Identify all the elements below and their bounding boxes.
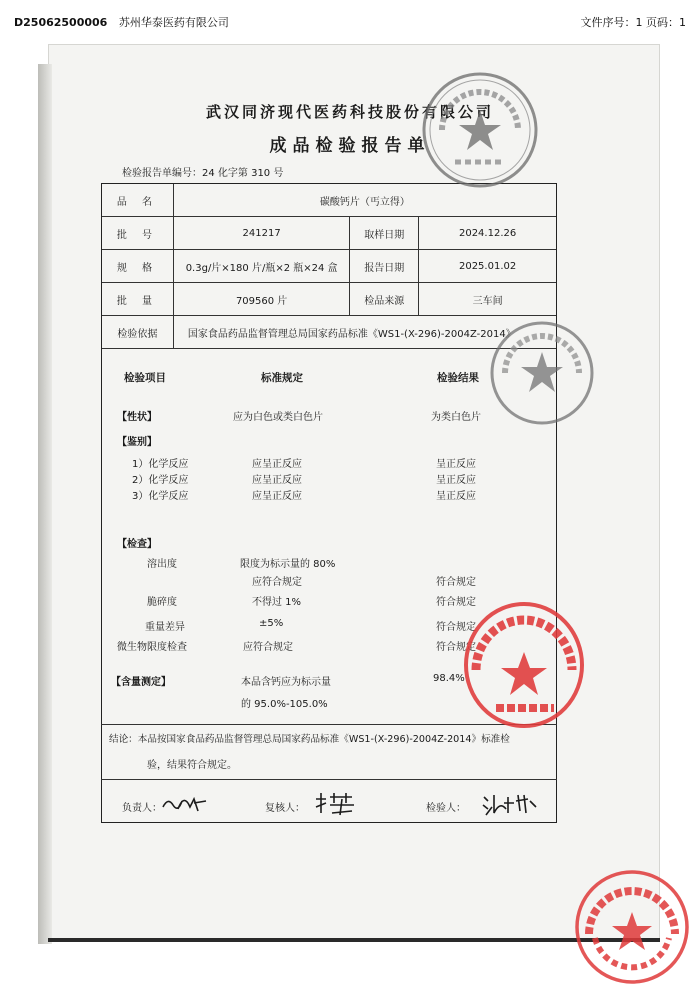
col-result-header: 检验结果 [437, 372, 479, 384]
report-title: 成品检验报告单 [269, 136, 431, 156]
ident-result-3: 呈正反应 [436, 491, 476, 502]
report-number: 检验报告单编号：24 化字第 310 号 [122, 168, 284, 179]
gray-partial-stamp [487, 318, 597, 428]
assay-standard-1: 本品含钙应为标示量 [241, 677, 331, 688]
ident-standard-3: 应呈正反应 [252, 491, 302, 502]
name-label: 品 名 [102, 184, 174, 217]
weight-variation-standard: ±5% [259, 618, 284, 629]
dissolution-standard-1: 限度为标示量的 80% [240, 559, 336, 570]
microbial-limit-standard: 应符合规定 [243, 642, 293, 653]
ident-item-3: 3）化学反应 [132, 491, 189, 502]
character-label: 【性状】 [117, 412, 157, 423]
ident-item-2: 2）化学反应 [132, 475, 189, 486]
dissolution-result: 符合规定 [436, 577, 476, 588]
responsible-signature [160, 789, 210, 819]
report-company: 武汉同济现代医药科技股份有限公司 [205, 103, 494, 121]
character-standard: 应为白色或类白色片 [233, 412, 323, 423]
responsible-label: 负责人： [122, 803, 162, 814]
conclusion-line-1: 结论：本品按国家食品药品监督管理总局国家药品标准《WS1-(X-296)-2004Z-2014》标准检 [109, 734, 510, 745]
document-id: D25062500006 [14, 16, 108, 29]
reviewer-label: 复核人： [265, 803, 305, 814]
weight-variation-item: 重量差异 [145, 622, 185, 633]
spec-label: 规 格 [102, 250, 174, 283]
batch-label: 批 号 [102, 217, 174, 250]
sample-date-value: 2024.12.26 [419, 217, 557, 250]
spec-value: 0.3g/片×180 片/瓶×2 瓶×24 盒 [173, 250, 350, 283]
red-corner-stamp [573, 868, 691, 986]
ident-result-1: 呈正反应 [436, 459, 476, 470]
header-company: 苏州华泰医药有限公司 [118, 16, 229, 29]
inspector-label: 检验人： [426, 803, 466, 814]
basis-value: 国家食品药品监督管理总局国家药品标准《WS1-(X-296)-2004Z-2014》 [173, 316, 556, 349]
ident-standard-2: 应呈正反应 [252, 475, 302, 486]
reviewer-signature [312, 789, 360, 817]
ident-result-2: 呈正反应 [436, 475, 476, 486]
signature-divider [101, 779, 557, 780]
quantity-label: 批 量 [102, 283, 174, 316]
inspector-signature [480, 789, 538, 817]
assay-result: 98.4% [433, 673, 465, 684]
red-quality-stamp [462, 600, 587, 730]
basis-label: 检验依据 [102, 316, 174, 349]
source-label: 检品来源 [350, 283, 419, 316]
friability-item: 脆碎度 [147, 597, 177, 608]
report-date-label: 报告日期 [350, 250, 419, 283]
dissolution-item: 溶出度 [147, 559, 177, 570]
file-sequence: 文件序号：1 页码：1 [580, 16, 686, 29]
character-result: 为类白色片 [431, 412, 481, 423]
dissolution-standard-2: 应符合规定 [252, 577, 302, 588]
ident-item-1: 1）化学反应 [132, 459, 189, 470]
sample-date-label: 取样日期 [350, 217, 419, 250]
microbial-limit-result: 符合规定 [436, 642, 476, 653]
check-label: 【检查】 [117, 539, 157, 550]
microbial-limit-item: 微生物限度检查 [117, 642, 187, 653]
ident-standard-1: 应呈正反应 [252, 459, 302, 470]
assay-standard-2: 的 95.0%-105.0% [241, 699, 328, 710]
assay-label: 【含量测定】 [111, 677, 171, 688]
batch-value: 241217 [173, 217, 350, 250]
col-item-header: 检验项目 [124, 372, 166, 384]
identification-label: 【鉴别】 [117, 437, 157, 448]
report-date-value: 2025.01.02 [419, 250, 557, 283]
gray-quality-stamp [420, 70, 540, 190]
friability-result: 符合规定 [436, 597, 476, 608]
quantity-value: 709560 片 [173, 283, 350, 316]
col-standard-header: 标准规定 [261, 372, 303, 384]
name-value: 碳酸钙片（丐立得） [173, 184, 556, 217]
weight-variation-result: 符合规定 [436, 622, 476, 633]
conclusion-line-2: 验，结果符合规定。 [147, 760, 237, 771]
source-value: 三车间 [419, 283, 557, 316]
page-header-left [14, 14, 229, 30]
friability-standard: 不得过 1% [252, 597, 302, 608]
